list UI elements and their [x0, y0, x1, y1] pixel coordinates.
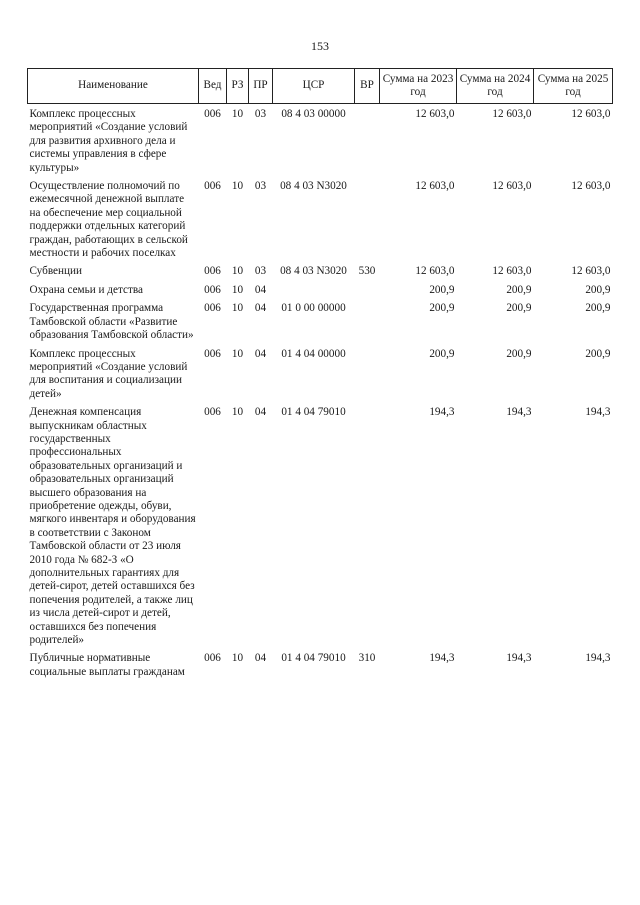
- row-sum-2025: 200,9: [585, 283, 611, 296]
- row-name: Денежная компенсация выпускникам областных государственных профессиональных образовательных организаций и образовательных организаций высшего образования на приобретение одежды, обуви, мягкого инвентаря и оборудования в соответствии с Законом Тамбовской области от 23 июля 2010 года № 682-З «О дополнительных гарантиях для детей-сирот, детей оставшихся без попечения родителей, а также лиц из числа детей-сирот и детей, оставшихся без попечения родителей»: [29, 406, 196, 647]
- row-vr: [355, 104, 380, 181]
- row-sum-2023: 194,3: [429, 406, 455, 419]
- row-rz: 10: [231, 108, 244, 120]
- row-sum-2023: 194,3: [429, 652, 455, 665]
- row-rz: 10: [231, 180, 244, 193]
- table-row: [28, 265, 613, 283]
- table-row: [28, 406, 613, 652]
- row-csr: 01 4 04 79010: [281, 652, 346, 665]
- row-sum-2023: 200,9: [429, 302, 455, 315]
- row-ved: 006: [204, 265, 221, 278]
- row-ved: 006: [204, 347, 221, 360]
- row-sum-2023: 200,9: [429, 347, 455, 360]
- row-name: Комплекс процессных мероприятий «Создание условий для воспитания и социализации детей»: [29, 347, 188, 400]
- row-ved: 006: [204, 652, 221, 665]
- row-pr: 03: [254, 265, 267, 278]
- row-ved: 006: [204, 180, 221, 193]
- row-sum-2024: 200,9: [506, 302, 532, 315]
- row-sum-2025: 12 603,0: [571, 265, 611, 278]
- row-ved: 006: [204, 108, 221, 120]
- row-sum-2025: 200,9: [585, 302, 611, 315]
- row-rz: 10: [231, 652, 244, 665]
- row-name: Охрана семьи и детства: [29, 283, 143, 296]
- header-sum-2024: Сумма на 2024 год: [457, 69, 534, 104]
- row-sum-2025: 200,9: [585, 347, 611, 360]
- row-sum-2023: 200,9: [429, 283, 455, 296]
- row-csr: 08 4 03 N3020: [280, 180, 347, 193]
- header-ved: Вед: [199, 69, 227, 104]
- row-vr: [355, 406, 380, 652]
- page-number: 153: [311, 39, 329, 53]
- row-sum-2023: 12 603,0: [415, 180, 455, 193]
- table-row: [28, 284, 613, 302]
- row-pr: 04: [254, 652, 267, 665]
- row-rz: 10: [231, 283, 244, 296]
- row-pr: 04: [254, 347, 267, 360]
- row-csr: 08 4 03 N3020: [280, 265, 347, 278]
- table-row: [28, 180, 613, 265]
- row-ved: 006: [204, 406, 221, 419]
- header-sum-2023: Сумма на 2023 год: [380, 69, 457, 104]
- row-name: Осуществление полномочий по ежемесячной денежной выплате на обеспечение мер социальной поддержки отдельных категорий граждан, работающих в сельской местности и рабочих поселках: [29, 180, 188, 260]
- row-pr: 04: [254, 283, 267, 296]
- row-rz: 10: [231, 406, 244, 419]
- header-pr: ПР: [249, 69, 273, 104]
- row-pr: 04: [254, 302, 267, 315]
- row-rz: 10: [231, 265, 244, 278]
- row-sum-2024: 12 603,0: [492, 265, 532, 278]
- table-row: [28, 348, 613, 407]
- row-ved: 006: [204, 302, 221, 315]
- row-sum-2024: 194,3: [506, 652, 532, 665]
- row-sum-2024: 200,9: [506, 347, 532, 360]
- table-row: [28, 652, 613, 684]
- row-csr: 01 4 04 79010: [281, 406, 346, 419]
- row-vr: 530: [358, 265, 376, 278]
- row-sum-2025: 194,3: [585, 652, 611, 665]
- row-pr: 03: [254, 108, 267, 120]
- header-sum-2025: Сумма на 2025 год: [534, 69, 613, 104]
- row-sum-2024: 194,3: [506, 406, 532, 419]
- row-name: Государственная программа Тамбовской области «Развитие образования Тамбовской области»: [29, 302, 194, 342]
- header-name: Наименование: [28, 69, 199, 104]
- row-vr: [355, 348, 380, 407]
- row-pr: 04: [254, 406, 267, 419]
- row-rz: 10: [231, 347, 244, 360]
- row-vr: [355, 284, 380, 302]
- budget-table: [27, 68, 613, 684]
- row-sum-2025: 194,3: [585, 406, 611, 419]
- row-vr: 310: [358, 652, 376, 665]
- header-csr: ЦСР: [273, 69, 355, 104]
- row-sum-2025: 12 603,0: [571, 108, 611, 120]
- row-name: Субвенции: [29, 265, 82, 278]
- row-name: Публичные нормативные социальные выплаты гражданам: [29, 652, 185, 678]
- row-rz: 10: [231, 302, 244, 315]
- table-row: [28, 104, 613, 181]
- row-name: Комплекс процессных мероприятий «Создание условий для развития архивного дела и системы управления в сфере культуры»: [29, 108, 188, 174]
- row-sum-2025: 12 603,0: [571, 180, 611, 193]
- row-csr: 08 4 03 00000: [281, 108, 346, 120]
- row-pr: 03: [254, 180, 267, 193]
- header-rz: РЗ: [227, 69, 249, 104]
- table-header-row: [28, 69, 613, 104]
- row-sum-2023: 12 603,0: [415, 108, 455, 120]
- row-ved: 006: [204, 283, 221, 296]
- row-vr: [355, 302, 380, 347]
- row-sum-2024: 12 603,0: [492, 180, 532, 193]
- header-vr: ВР: [355, 69, 380, 104]
- row-vr: [355, 180, 380, 265]
- row-csr: [273, 284, 355, 302]
- row-csr: 01 4 04 00000: [281, 347, 346, 360]
- row-sum-2024: 200,9: [506, 283, 532, 296]
- row-csr: 01 0 00 00000: [281, 302, 346, 315]
- row-sum-2023: 12 603,0: [415, 265, 455, 278]
- row-sum-2024: 12 603,0: [492, 108, 532, 120]
- table-row: [28, 302, 613, 347]
